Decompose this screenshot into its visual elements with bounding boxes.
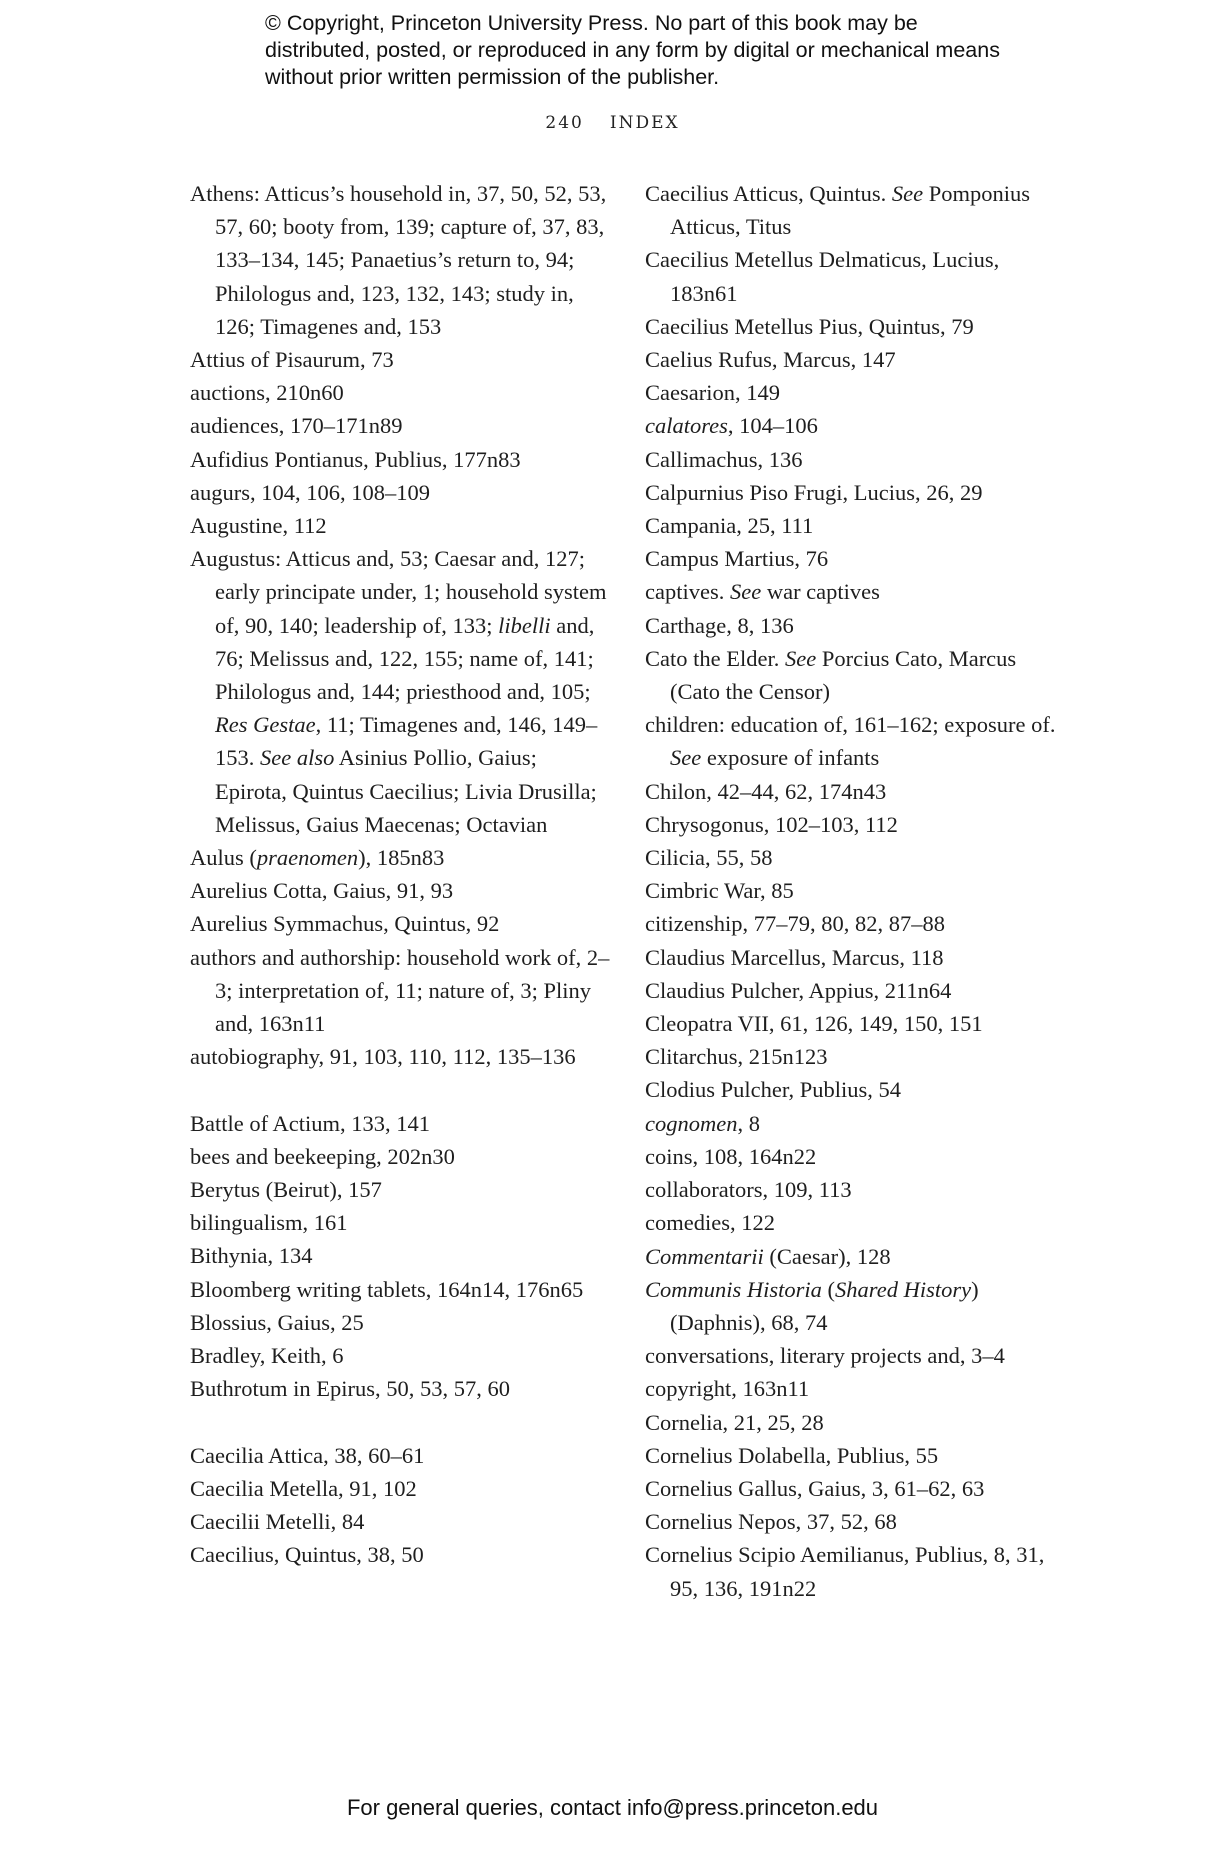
index-entry <box>645 509 1065 542</box>
index-entry-text: Chrysogonus, 102–103, 112 <box>645 811 898 837</box>
index-entry <box>645 907 1065 940</box>
index-entry-text: bees and beekeeping, 202n30 <box>190 1143 455 1169</box>
index-entry-italic: calatores <box>645 413 728 439</box>
index-entry-text: and, 76; Melissus and, 122, 155; name of, 141; Philologus and, 144; priesthood and, 105; <box>215 612 595 705</box>
index-entry <box>645 1007 1065 1040</box>
index-entry <box>190 941 610 1041</box>
index-entry-text: Campus Martius, 76 <box>645 546 829 572</box>
index-entry <box>645 476 1065 509</box>
index-entry-text: ), 185n83 <box>358 845 445 871</box>
index-entry <box>190 1140 610 1173</box>
index-entry-text: Cornelius Scipio Aemilianus, Publius, 8, 31, 95, 136, 191n22 <box>645 1542 1045 1601</box>
index-entry-text: Caelius Rufus, Marcus, 147 <box>645 347 896 373</box>
index-entry-text: Cornelius Dolabella, Publius, 55 <box>645 1442 939 1468</box>
index-entry-text: Claudius Marcellus, Marcus, 118 <box>645 944 944 970</box>
index-entry <box>190 1505 610 1538</box>
index-entry <box>645 343 1065 376</box>
index-entry-italic: Res Gestae <box>215 712 316 738</box>
index-entry-text: auctions, 210n60 <box>190 380 344 406</box>
index-entry-text: Cilicia, 55, 58 <box>645 845 773 871</box>
index-entry <box>645 1406 1065 1439</box>
index-entry <box>645 941 1065 974</box>
index-entry <box>645 409 1065 442</box>
index-entry <box>190 1040 610 1073</box>
index-entry-italic: Commentarii <box>645 1243 764 1269</box>
index-entry <box>645 1538 1065 1604</box>
index-entry <box>645 1273 1065 1339</box>
section-gap <box>190 1406 610 1439</box>
index-entry <box>190 874 610 907</box>
index-entry <box>645 808 1065 841</box>
index-entry-text: Caecilia Attica, 38, 60–61 <box>190 1442 425 1468</box>
index-entry-text: , 8 <box>737 1110 760 1136</box>
index-entry <box>645 575 1065 608</box>
index-entry-italic: See <box>729 579 762 605</box>
index-entry-text: Attius of Pisaurum, 73 <box>190 347 394 373</box>
index-entry-text: Caecilii Metelli, 84 <box>190 1509 365 1535</box>
index-entry-text: children: education of, 161–162; exposure of. <box>645 712 1056 738</box>
index-entry-text: Asinius Pollio, Gaius; Epirota, Quintus Caecilius; Livia Drusilla; Melissus, Gaius Maecenas; Octavian <box>215 745 597 837</box>
index-entry-text: Aurelius Cotta, Gaius, 91, 93 <box>190 878 454 904</box>
index-entry-text: Blossius, Gaius, 25 <box>190 1309 364 1335</box>
index-entry <box>190 1339 610 1372</box>
index-entry <box>645 1173 1065 1206</box>
index-entry-text: authors and authorship: household work of, 2–3; interpretation of, 11; nature of, 3; Pliny and, 163n11 <box>190 944 610 1037</box>
index-entry <box>190 376 610 409</box>
index-entry-text: Cato the Elder. <box>645 645 785 671</box>
index-entry-text: Cimbric War, 85 <box>645 878 794 904</box>
index-entry <box>645 974 1065 1007</box>
index-entry-text: exposure of infants <box>701 745 880 771</box>
index-entry-text: Caesarion, 149 <box>645 380 780 406</box>
index-entry <box>190 1107 610 1140</box>
index-column-right <box>645 177 1065 1605</box>
index-entry-text: Bithynia, 134 <box>190 1243 313 1269</box>
index-entry <box>645 1372 1065 1405</box>
index-entry-text: Caecilius Metellus Delmaticus, Lucius, 183n61 <box>645 247 1000 306</box>
index-entry-text: , 104–106 <box>727 413 818 439</box>
index-entry <box>190 409 610 442</box>
index-entry-text: ( <box>821 1276 836 1302</box>
index-entry-text: bilingualism, 161 <box>190 1210 348 1236</box>
index-entry <box>645 1505 1065 1538</box>
index-entry <box>190 177 610 343</box>
footer-contact: For general queries, contact info@press.princeton.edu <box>346 1795 879 1820</box>
index-entry <box>645 1439 1065 1472</box>
index-entry <box>190 841 610 874</box>
index-entry <box>645 1240 1065 1273</box>
index-entry <box>645 841 1065 874</box>
index-entry <box>645 1040 1065 1073</box>
index-entry-text: Berytus (Beirut), 157 <box>190 1177 382 1203</box>
index-entry <box>190 1239 610 1272</box>
index-entry <box>645 542 1065 575</box>
index-entry-text: captives. <box>645 579 730 605</box>
index-entry-italic: See <box>670 745 702 771</box>
index-entry-text: Carthage, 8, 136 <box>645 612 794 638</box>
index-entry-text: conversations, literary projects and, 3–4 <box>645 1343 1005 1369</box>
index-entry-text: Calpurnius Piso Frugi, Lucius, 26, 29 <box>645 479 983 505</box>
index-entry-text: Caecilius, Quintus, 38, 50 <box>190 1542 424 1568</box>
index-entry-text: Bradley, Keith, 6 <box>190 1343 344 1369</box>
index-entry <box>190 1472 610 1505</box>
index-entry <box>645 609 1065 642</box>
index-entry-text: Augustine, 112 <box>190 513 327 539</box>
index-entry-text: Caecilius Atticus, Quintus. <box>645 181 892 206</box>
index-entry <box>190 1206 610 1239</box>
index-entry-text: Cleopatra VII, 61, 126, 149, 150, 151 <box>645 1011 983 1037</box>
index-entry-text: audiences, 170–171n89 <box>190 413 403 439</box>
index-entry <box>190 476 610 509</box>
index-entry-text: Clitarchus, 215n123 <box>645 1044 828 1070</box>
index-entry-text: copyright, 163n11 <box>645 1376 810 1402</box>
index-entry <box>645 1107 1065 1140</box>
index-entry-text: autobiography, 91, 103, 110, 112, 135–136 <box>190 1044 576 1070</box>
index-entry <box>645 874 1065 907</box>
index-entry-text: Bloomberg writing tablets, 164n14, 176n65 <box>190 1276 584 1302</box>
index-entry-text: augurs, 104, 106, 108–109 <box>190 479 430 505</box>
index-entry-text: collaborators, 109, 113 <box>645 1177 852 1203</box>
section-gap <box>190 1073 610 1106</box>
index-entry <box>645 243 1065 309</box>
index-entry-italic: libelli <box>498 612 551 638</box>
index-entry <box>190 343 610 376</box>
index-entry-text: citizenship, 77–79, 80, 82, 87–88 <box>645 911 945 937</box>
index-entry-text: Athens: Atticus’s household in, 37, 50, 52, 53, 57, 60; booty from, 139; capture of, 37, 83, 133–134, 145; Panaetius’s return to, 94; Philologus and, 123, 132, 143; study in, 126; Timagenes and, 153 <box>190 181 607 339</box>
index-entry <box>190 1439 610 1472</box>
index-entry-text: Callimachus, 136 <box>645 446 803 472</box>
index-entry-text: , 11; Timagenes and, 146, 149–153. <box>215 712 598 771</box>
running-head-title: INDEX <box>609 113 680 133</box>
index-entry <box>190 907 610 940</box>
index-entry <box>645 1472 1065 1505</box>
index-entry <box>645 1073 1065 1106</box>
index-entry <box>190 509 610 542</box>
index-entry-text: Battle of Actium, 133, 141 <box>190 1110 430 1136</box>
index-entry-text: Porcius Cato, Marcus (Cato the Censor) <box>670 645 1017 705</box>
index-entry-text: Caecilia Metella, 91, 102 <box>190 1475 417 1501</box>
index-entry-text: Campania, 25, 111 <box>645 513 814 539</box>
index-entry <box>645 1339 1065 1372</box>
index-entry <box>645 376 1065 409</box>
index-entry-italic: cognomen <box>645 1110 738 1136</box>
index-entry <box>190 1306 610 1339</box>
index-entry-italic: See <box>784 645 817 671</box>
index-entry-italic: Shared History <box>835 1276 972 1302</box>
running-head <box>0 113 1225 133</box>
index-entry-text: Pomponius Atticus, Titus <box>670 181 1031 240</box>
index-entry-italic: praenomen <box>256 845 359 871</box>
index-entry <box>190 1538 610 1571</box>
index-entry-text: Cornelius Gallus, Gaius, 3, 61–62, 63 <box>645 1475 985 1501</box>
index-entry-text: Clodius Pulcher, Publius, 54 <box>645 1077 901 1103</box>
index-entry <box>645 708 1065 774</box>
index-entry-italic: Communis Historia <box>645 1276 822 1302</box>
index-entry <box>645 1206 1065 1239</box>
page-number: 240 <box>545 113 584 133</box>
index-entry <box>645 775 1065 808</box>
index-entry <box>645 443 1065 476</box>
index-entry-italic: See <box>891 181 924 206</box>
index-entry <box>645 177 1065 243</box>
index-entry-text: (Caesar), 128 <box>763 1243 891 1269</box>
index-entry-text: Aurelius Symmachus, Quintus, 92 <box>190 911 500 937</box>
index-entry-text: Aufidius Pontianus, Publius, 177n83 <box>190 446 521 472</box>
index-entry <box>190 1372 610 1405</box>
index-entry-text: Augustus: Atticus and, 53; Caesar and, 127; early principate under, 1; household system of, 90, 140; leadership of, 133; <box>190 546 607 638</box>
index-entry-text: Caecilius Metellus Pius, Quintus, 79 <box>645 313 974 339</box>
index-entry <box>645 642 1065 708</box>
copyright-notice: © Copyright, Princeton University Press. No part of this book may be distributed, posted, or reproduced in any form by digital or mechanical means without prior written permission of the publisher. <box>265 11 1000 89</box>
index-column-left <box>190 177 610 1572</box>
index-entry-text: war captives <box>761 579 880 605</box>
index-entry-text: Claudius Pulcher, Appius, 211n64 <box>645 977 952 1003</box>
index-entry-text: comedies, 122 <box>645 1210 775 1236</box>
index-entry <box>190 542 610 841</box>
index-entry-text: Buthrotum in Epirus, 50, 53, 57, 60 <box>190 1376 510 1402</box>
index-entry-text: Cornelius Nepos, 37, 52, 68 <box>645 1509 897 1535</box>
index-entry-text: coins, 108, 164n22 <box>645 1143 817 1169</box>
index-entry <box>190 1173 610 1206</box>
index-entry-text: Aulus ( <box>190 845 257 871</box>
index-entry <box>645 1140 1065 1173</box>
index-entry-text: ) (Daphnis), 68, 74 <box>670 1276 979 1335</box>
index-entry <box>190 443 610 476</box>
index-entry <box>190 1273 610 1306</box>
index-entry-italic: See also <box>260 745 335 771</box>
index-entry <box>645 310 1065 343</box>
index-entry-text: Cornelia, 21, 25, 28 <box>645 1409 824 1435</box>
index-entry-text: Chilon, 42–44, 62, 174n43 <box>645 778 887 804</box>
